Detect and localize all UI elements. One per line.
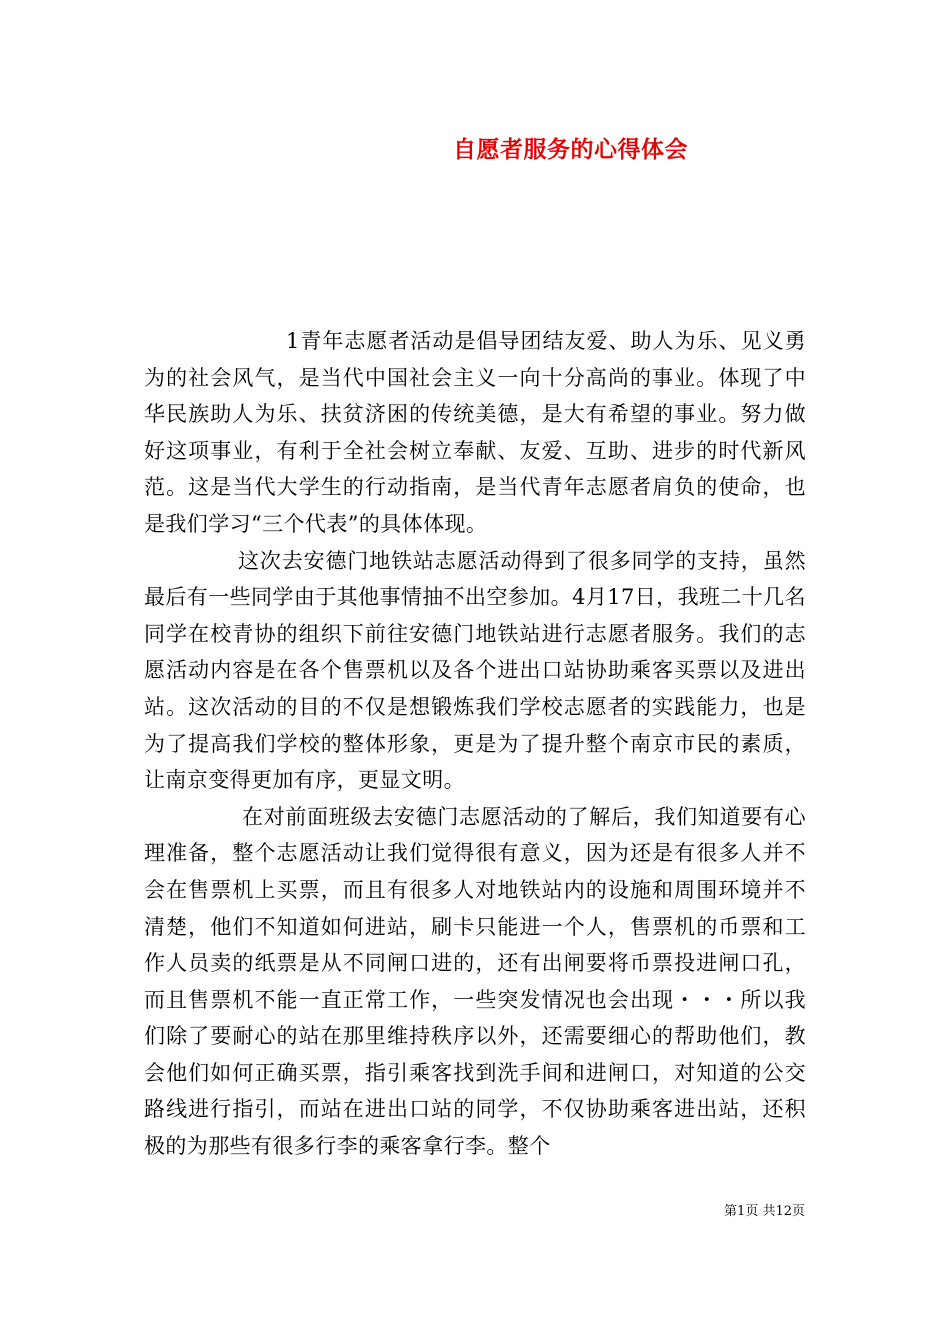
page-number-footer: 第1页 共12页 bbox=[724, 1204, 805, 1219]
paragraph: 在对前面班级去安德门志愿活动的了解后，我们知道要有心理准备，整个志愿活动让我们觉得很有意义，因为还是有很多人并不会在售票机上买票，而且有很多人对地铁站内的设施和周围环境并不清楚，他们不知道如何进站，刷卡只能进一个人，售票机的币票和工作人员卖的纸票是从不同闸口进的，还有出闸要将币票投进闸口孔，而且售票机不能一直正常工作，一些突发情况也会出现・・・所以我们除了要耐心的站在那里维持秩序以外，还需要细心的帮助他们，教会他们如何正确买票，指引乘客找到洗手间和进闸口，对知道的公交路线进行指引，而站在进出口站的同学，不仅协助乘客进出站，还积极的为那些有很多行李的乘客拿行李。整个 bbox=[144, 804, 806, 1159]
paragraph: 这次去安德门地铁站志愿活动得到了很多同学的支持，虽然最后有一些同学由于其他事情抽不出空参加。4月17日，我班二十几名同学在校青协的组织下前往安德门地铁站进行志愿者服务。我们的志愿活动内容是在各个售票机以及各个进出口站协助乘客买票以及进出站。这次活动的目的不仅是想锻炼我们学校志愿者的实践能力，也是为了提高我们学校的整体形象，更是为了提升整个南京市民的素质，让南京变得更加有序，更显文明。 bbox=[144, 548, 806, 793]
document-title: 自愿者服务的心得体会 bbox=[453, 137, 688, 163]
paragraph: 1青年志愿者活动是倡导团结友爱、助人为乐、见义勇为的社会风气，是当代中国社会主义一向十分高尚的事业。体现了中华民族助人为乐、扶贫济困的传统美德，是大有希望的事业。努力做好这项事业，有利于全社会树立奉献、友爱、互助、进步的时代新风范。这是当代大学生的行动指南，是当代青年志愿者肩负的使命，也是我们学习“三个代表”的具体体现。 bbox=[144, 329, 806, 536]
document-body bbox=[144, 323, 806, 1165]
